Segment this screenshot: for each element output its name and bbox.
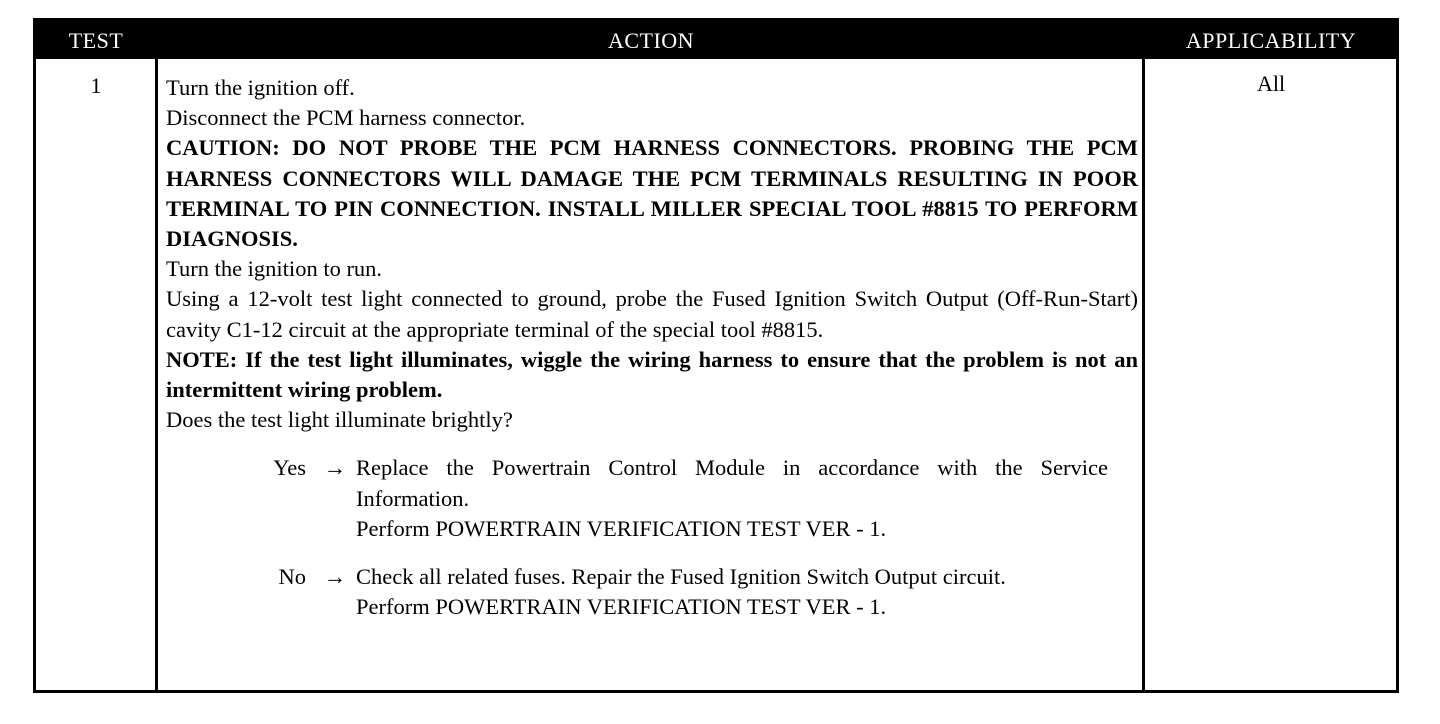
header-action: ACTION [607, 28, 695, 53]
result-no-body [356, 562, 1108, 622]
result-yes [166, 453, 1138, 544]
result-yes-label: Yes [273, 455, 306, 481]
step-probe-circuit: Using a 12-volt test light connected to ground, probe the Fused Ignition Switch Output (Off-Run-Start) cavity C1-12 circuit at the appropriate terminal of the special tool #8815. [166, 286, 1138, 342]
arrow-right-icon: → [323, 455, 347, 481]
header-test: TEST [68, 28, 124, 53]
caution-text: CAUTION: DO NOT PROBE THE PCM HARNESS CONNECTORS. PROBING THE PCM HARNESS CONNECTORS WILL DAMAGE THE PCM TERMINALS RESULTING IN POOR TERMINAL TO PIN CONNECTION. INSTALL MILLER SPECIAL TOOL #8815 TO PERFORM DIAGNOSIS. [166, 135, 1138, 252]
action-cell [166, 73, 1138, 622]
column-divider-2 [1142, 59, 1145, 690]
header-applicability: APPLICABILITY [1185, 28, 1357, 53]
result-no-line: Perform POWERTRAIN VERIFICATION TEST VER - 1. [356, 594, 887, 620]
applicability-value: All [1256, 71, 1286, 96]
diagnostic-table [33, 18, 1399, 693]
step-ignition-run: Turn the ignition to run. [166, 256, 383, 282]
test-number: 1 [90, 73, 102, 98]
result-no [166, 562, 1138, 622]
result-yes-line: Perform POWERTRAIN VERIFICATION TEST VER - 1. [356, 515, 887, 541]
note-text: NOTE: If the test light illuminates, wiggle the wiring harness to ensure that the problem is not an intermittent wiring problem. [166, 346, 1138, 403]
step-ignition-off: Turn the ignition off. [166, 75, 355, 100]
result-no-label: No [278, 564, 306, 590]
arrow-right-icon: → [323, 564, 347, 590]
result-yes-body [356, 453, 1108, 544]
column-divider-1 [155, 59, 158, 690]
step-disconnect-connector: Disconnect the PCM harness connector. [166, 105, 526, 131]
table-header [36, 21, 1396, 59]
result-no-line: Check all related fuses. Repair the Fused Ignition Switch Output circuit. [356, 564, 1006, 590]
result-yes-line: Replace the Powertrain Control Module in accordance with the Service Information. [356, 455, 1108, 511]
question-text: Does the test light illuminate brightly? [166, 407, 513, 433]
